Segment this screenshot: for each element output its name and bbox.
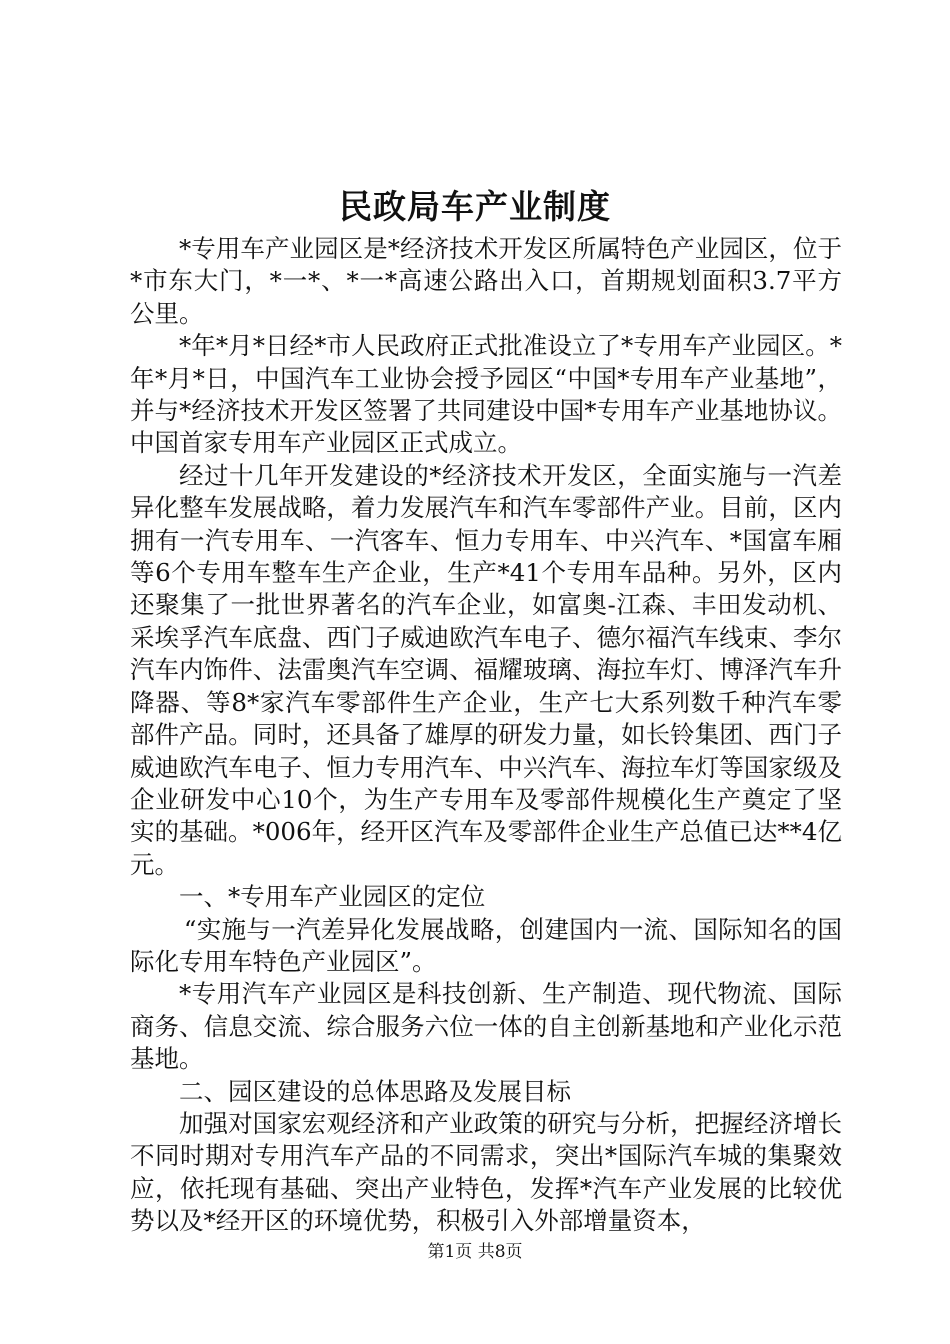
body-paragraph: 加强对国家宏观经济和产业政策的研究与分析，把握经济增长不同时期对专用汽车产品的不同需求，突出*国际汽车城的集聚效应，依托现有基础、突出产业特色，发挥*汽车产业发展的比较优势以及*经开区的环境优势，积极引入外部增量资本， [130,1108,842,1236]
body-paragraph: *专用汽车产业园区是科技创新、生产制造、现代物流、国际商务、信息交流、综合服务六位一体的自主创新基地和产业化示范基地。 [130,979,842,1074]
section-heading: 二、园区建设的总体思路及发展目标 [179,1076,571,1106]
body-paragraph: *年*月*日经*市人民政府正式批准设立了*专用车产业园区。*年*月*日，中国汽车工业协会授予园区“中国*专用车产业基地”，并与*经济技术开发区签署了共同建设中国*专用车产业基地协议。中国首家专用车产业园区正式成立。 [130,331,842,458]
document-title: 民政局车产业制度 [339,187,611,226]
document-body [130,233,842,1238]
page-number-footer: 第1页 共8页 [427,1242,523,1262]
body-paragraph: 经过十几年开发建设的*经济技术开发区，全面实施与一汽差异化整车发展战略，着力发展汽车和汽车零部件产业。目前，区内拥有一汽专用车、一汽客车、恒力专用车、中兴汽车、*国富车厢等6个专用车整车生产企业，生产*41个专用车品种。另外，区内还聚集了一批世界著名的汽车企业，如富奥-江森、丰田发动机、采埃孚汽车底盘、西门子威迪欧汽车电子、德尔福汽车线束、李尔汽车内饰件、法雷奥汽车空调、福耀玻璃、海拉车灯、博泽汽车升降器、等8*家汽车零部件生产企业，生产七大系列数千种汽车零部件产品。同时，还具备了雄厚的研发力量，如长铃集团、西门子威迪欧汽车电子、恒力专用汽车、中兴汽车、海拉车灯等国家级及企业研发中心10个，为生产专用车及零部件规模化生产奠定了坚实的基础。*006年，经开区汽车及零部件企业生产总值已达**4亿元。 [130,460,842,879]
positioning-quote: “实施与一汽差异化发展战略，创建国内一流、国际知名的国际化专用车特色产业园区”。 [130,914,842,976]
section-heading: 一、*专用车产业园区的定位 [179,882,486,912]
body-paragraph: *专用车产业园区是*经济技术开发区所属特色产业园区，位于*市东大门，*一*、*一*高速公路出入口，首期规划面积3.7平方公里。 [130,234,842,328]
